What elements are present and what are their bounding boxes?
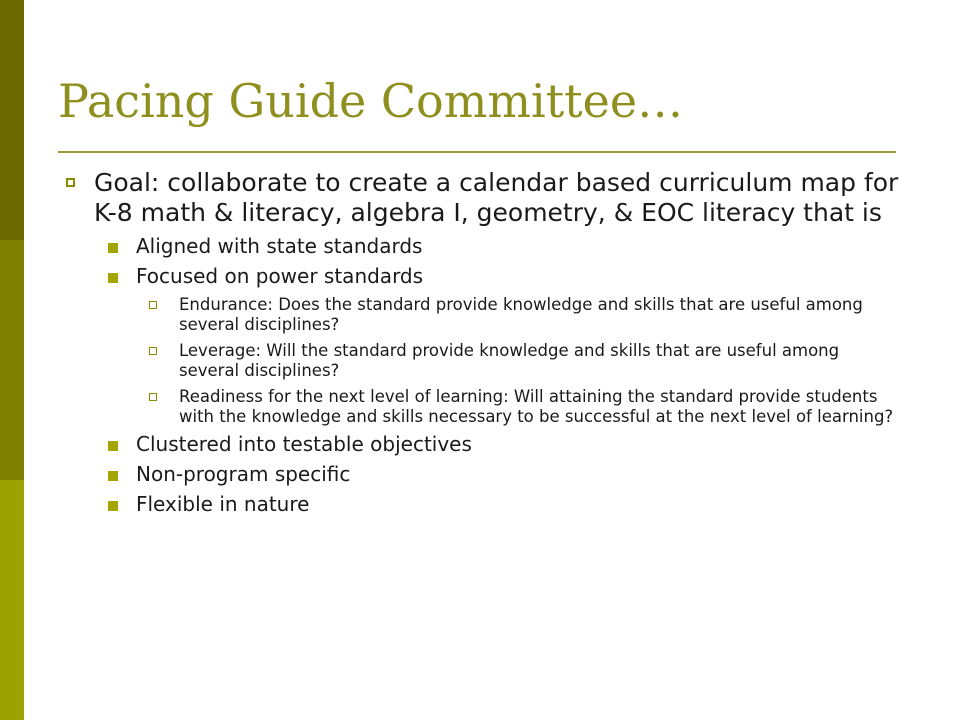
power-standard-text: Leverage: Will the standard provide knowledge and skills that are useful among several disciplines? (179, 341, 840, 380)
criteria-text: Aligned with state standards (136, 234, 423, 258)
power-standard-text: Readiness for the next level of learning: Will attaining the standard provide students with the knowledge and skills necessary to be successful at the next level of learning? (179, 387, 894, 426)
power-standard-item (64, 295, 904, 335)
goal-text: Goal: collaborate to create a calendar based curriculum map for K-8 math & literacy, algebra I, geometry, & EOC literacy that is (94, 168, 899, 227)
criteria-item (64, 432, 904, 457)
criteria-text: Flexible in nature (136, 492, 310, 516)
criteria-item (64, 492, 904, 517)
sidebar-band-middle (0, 240, 24, 480)
criteria-text: Non-program specific (136, 462, 351, 486)
filled-square-bullet-icon (108, 501, 118, 511)
sidebar-band-top (0, 0, 24, 240)
power-standard-text: Endurance: Does the standard provide knowledge and skills that are useful among several disciplines? (179, 295, 863, 334)
sidebar-band-bottom (0, 480, 24, 720)
filled-square-bullet-icon (108, 441, 118, 451)
criteria-item (64, 264, 904, 289)
filled-square-bullet-icon (108, 243, 118, 253)
hollow-square-bullet-icon (149, 347, 157, 355)
criteria-text: Focused on power standards (136, 264, 424, 288)
power-standard-item (64, 387, 904, 427)
hollow-square-bullet-icon (149, 301, 157, 309)
criteria-item (64, 234, 904, 259)
decorative-sidebar (0, 0, 24, 720)
criteria-text: Clustered into testable objectives (136, 432, 472, 456)
criteria-item (64, 462, 904, 487)
slide-body (64, 168, 904, 517)
hollow-square-bullet-icon (66, 178, 75, 187)
filled-square-bullet-icon (108, 273, 118, 283)
title-underline (58, 151, 896, 153)
hollow-square-bullet-icon (149, 393, 157, 401)
slide-title: Pacing Guide Committee… (58, 74, 684, 128)
power-standard-item (64, 341, 904, 381)
goal-bullet (64, 168, 904, 228)
filled-square-bullet-icon (108, 471, 118, 481)
